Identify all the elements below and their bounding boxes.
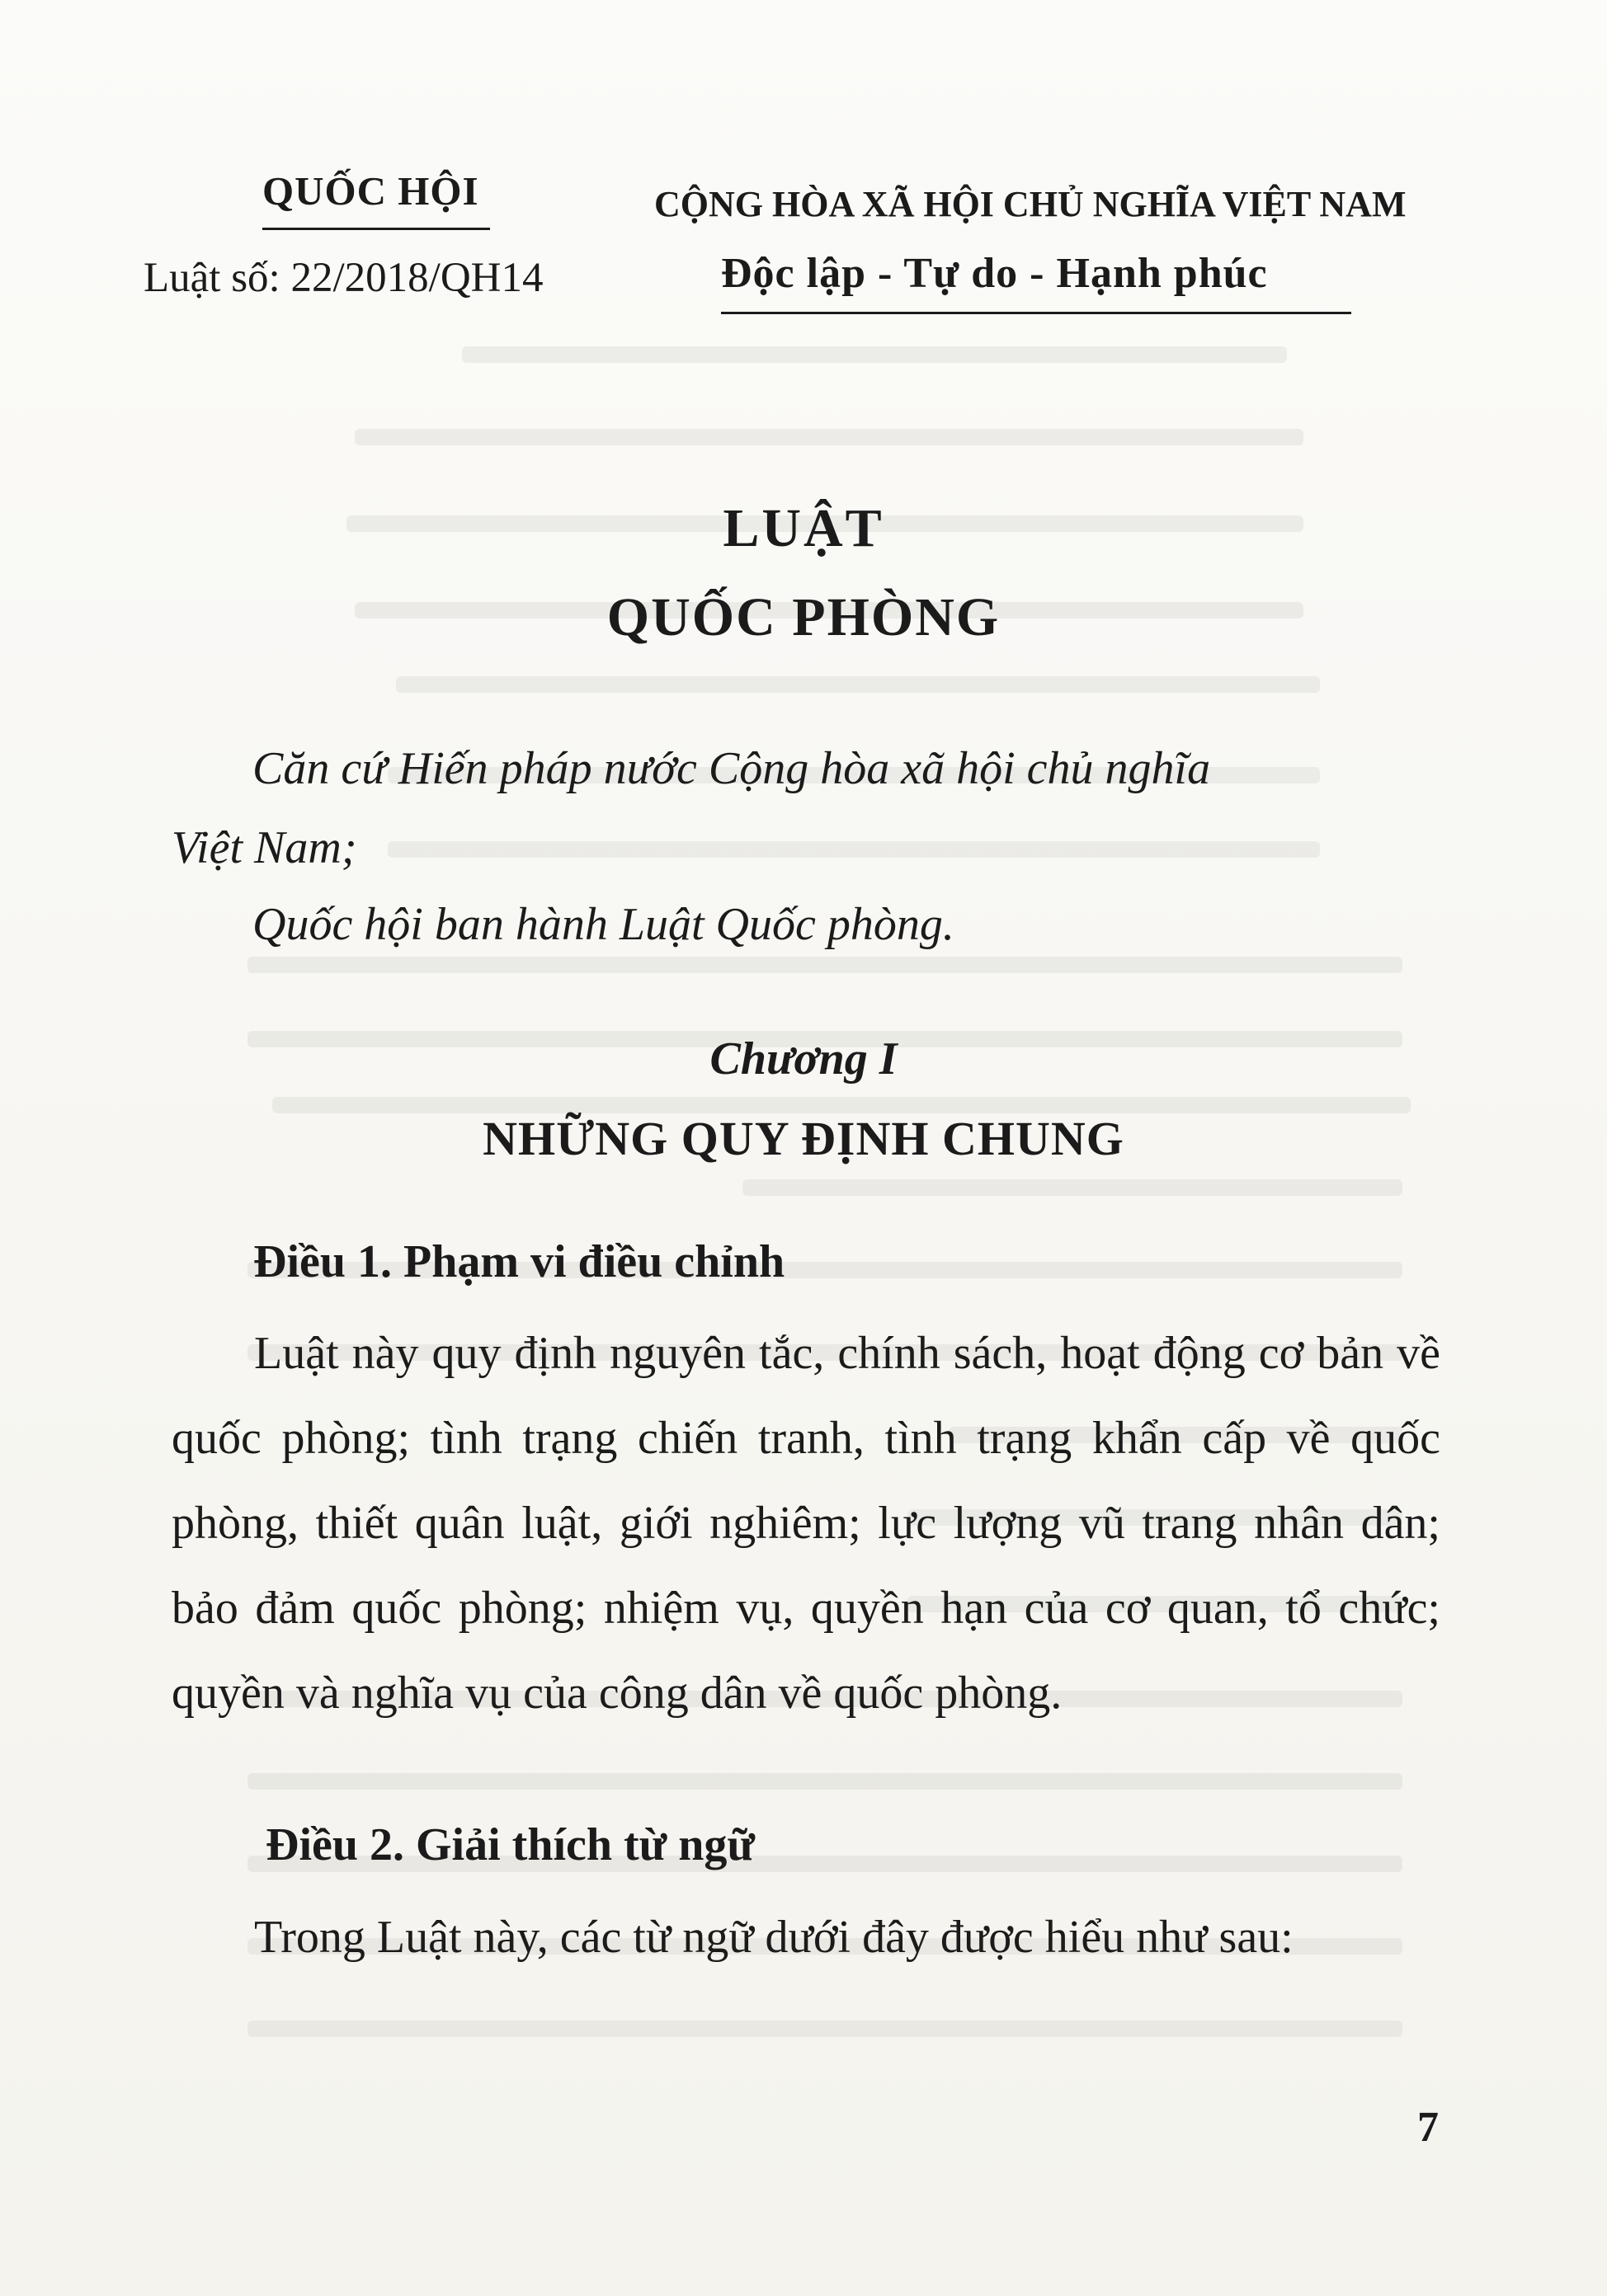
agency-underline	[262, 228, 490, 230]
national-motto: Độc lập - Tự do - Hạnh phúc	[721, 250, 1268, 297]
chapter-title: NHỮNG QUY ĐỊNH CHUNG	[483, 1112, 1124, 1165]
preamble-line-1: Căn cứ Hiến pháp nước Cộng hòa xã hội chủ nghĩa	[252, 743, 1211, 794]
issuing-agency: QUỐC HỘI	[262, 168, 479, 214]
preamble-line-2: Việt Nam;	[172, 822, 357, 873]
article-2-title: Điều 2. Giải thích từ ngữ	[266, 1819, 756, 1870]
document-type: LUẬT	[723, 498, 884, 558]
law-number: Luật số: 22/2018/QH14	[144, 255, 544, 301]
law-title: QUỐC PHÒNG	[606, 587, 1001, 647]
article-1-body: Luật này quy định nguyên tắc, chính sách, hoạt động cơ bản về quốc phòng; tình trạng chiến tranh, tình trạng khẩn cấp về quốc phòng, thiết quân luật, giới nghiêm; lực lượng vũ trang nhân dân; bảo đảm quốc phòng; nhiệm vụ, quyền hạn của cơ quan, tổ chức; quyền và nghĩa vụ của công dân về quốc phòng.	[172, 1328, 1440, 1719]
article-2-body: Trong Luật này, các từ ngữ dưới đây được hiểu như sau:	[254, 1912, 1294, 1963]
national-title: CỘNG HÒA XÃ HỘI CHỦ NGHĨA VIỆT NAM	[654, 184, 1407, 224]
article-1-title: Điều 1. Phạm vi điều chỉnh	[253, 1236, 785, 1287]
page-number: 7	[1417, 2104, 1439, 2151]
motto-underline	[721, 312, 1351, 314]
preamble-line-3: Quốc hội ban hành Luật Quốc phòng.	[252, 899, 954, 950]
chapter-number: Chương I	[709, 1033, 898, 1084]
